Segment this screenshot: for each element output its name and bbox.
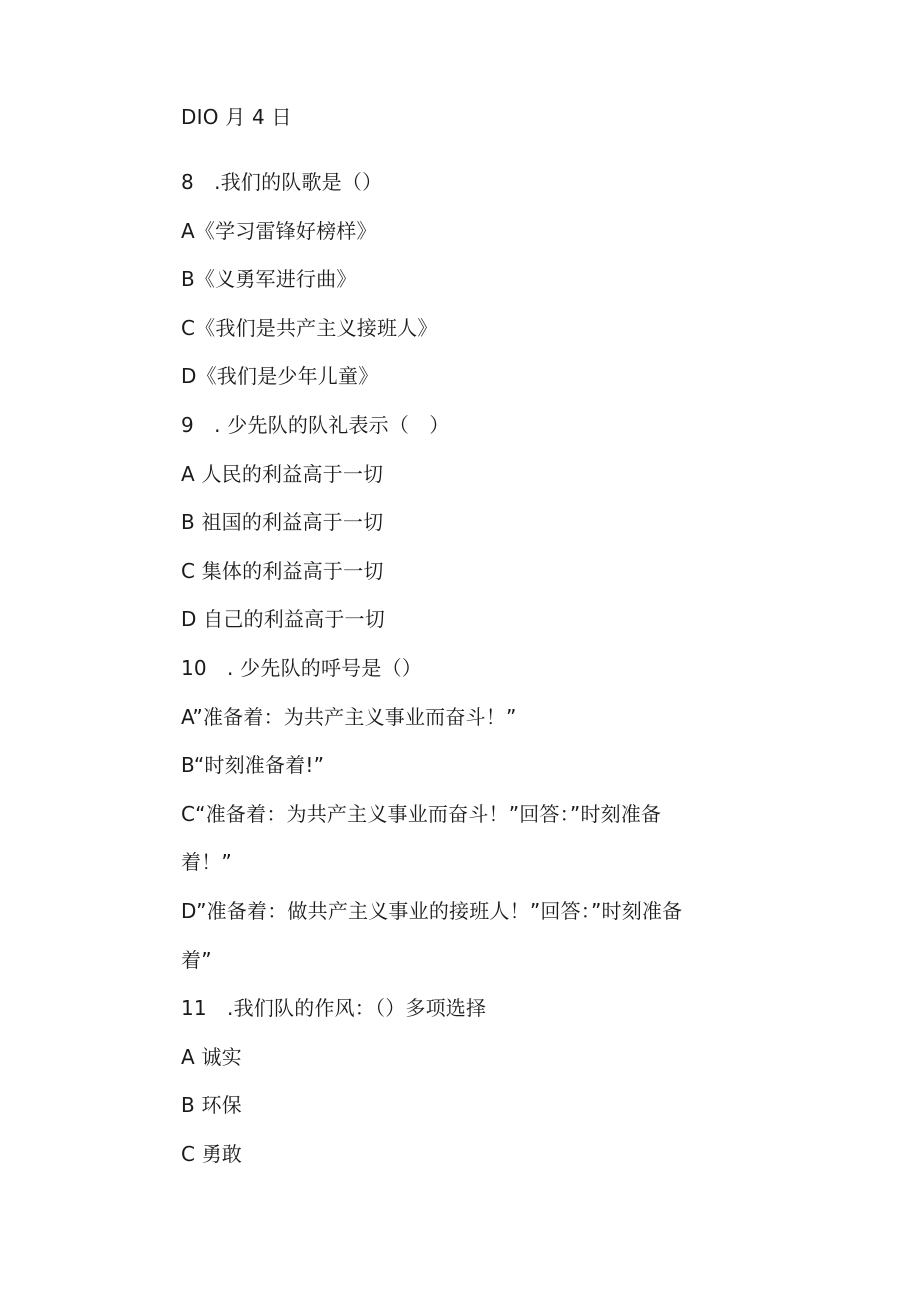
question-9-option-b: B 祖国的利益高于一切 [181,510,384,535]
question-8-option-b: B《义勇军进行曲》 [181,267,357,292]
question-10-option-d-continued: 着” [181,947,212,972]
question-8-option-d: D《我们是少年儿童》 [181,364,379,389]
question-11-option-b: B 环保 [181,1093,242,1118]
question-10-option-c: C“准备着：为共产主义事业而奋斗！”回答：”时刻准备 [181,801,662,826]
question-10-option-c-continued: 着！” [181,850,232,875]
question-9-option-a: A 人民的利益高于一切 [181,461,384,486]
question-9-option-c: C 集体的利益高于一切 [181,558,384,583]
question-10-option-d: D”准备着：做共产主义事业的接班人！”回答：”时刻准备 [181,898,683,923]
question-11-stem: 11 .我们队的作风：（）多项选择 [181,996,487,1021]
question-11-option-c: C 勇敢 [181,1141,243,1166]
question-10-stem: 10 . 少先队的呼号是（） [181,655,422,680]
question-8-stem: 8 .我们的队歌是（） [181,170,383,194]
question-9-stem: 9 . 少先队的队礼表示（ ） [181,412,450,437]
date-line: DIO 月 4 日 [181,105,292,129]
document-body [181,103,781,1188]
question-9-option-d: D 自己的利益高于一切 [181,607,385,632]
question-11-option-a: A 诚实 [181,1044,242,1069]
question-10-option-a: A”准备着：为共产主义事业而奋斗！” [181,704,517,729]
question-8-option-a: A《学习雷锋好榜样》 [181,218,377,243]
question-10-option-b: B“时刻准备着!” [181,753,325,778]
question-8-option-c: C《我们是共产主义接班人》 [181,315,438,340]
